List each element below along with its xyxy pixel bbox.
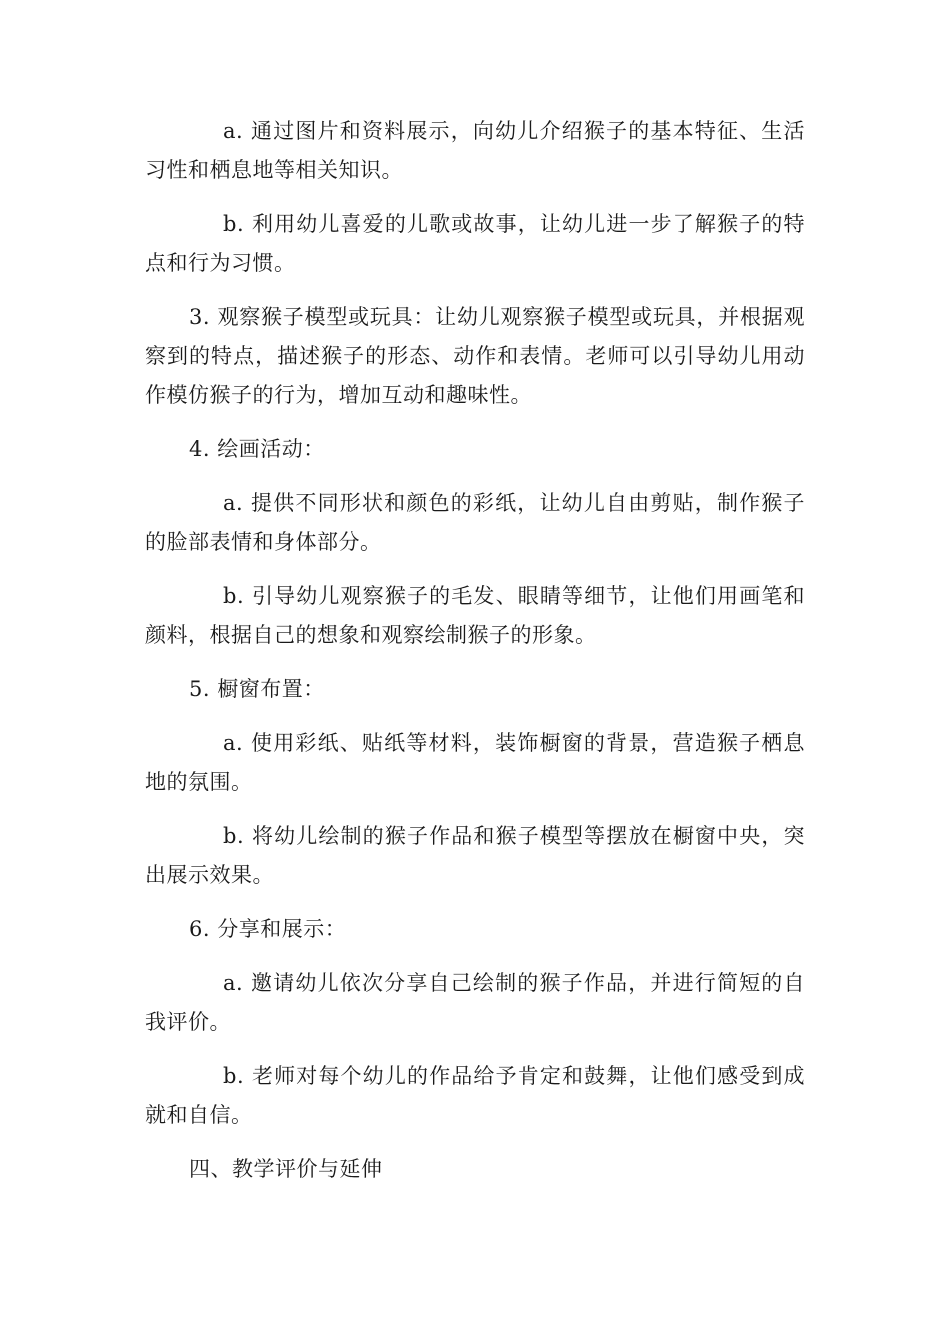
paragraph-intro-b: b. 利用幼儿喜爱的儿歌或故事，让幼儿进一步了解猴子的特点和行为习惯。 <box>145 212 805 275</box>
paragraph-step-6-b: b. 老师对每个幼儿的作品给予肯定和鼓舞，让他们感受到成就和自信。 <box>145 1064 805 1127</box>
paragraph-step-6-title: 6. 分享和展示： <box>189 917 347 941</box>
paragraph-step-5-b: b. 将幼儿绘制的猴子作品和猴子模型等摆放在橱窗中央，突出展示效果。 <box>145 824 805 887</box>
paragraph-step-4-b: b. 引导幼儿观察猴子的毛发、眼睛等细节，让他们用画笔和颜料，根据自己的想象和观察绘制猴子的形象。 <box>145 584 805 647</box>
paragraph-step-5-title: 5. 橱窗布置： <box>189 677 325 701</box>
paragraph-step-3: 3. 观察猴子模型或玩具：让幼儿观察猴子模型或玩具，并根据观察到的特点，描述猴子的形态、动作和表情。老师可以引导幼儿用动作模仿猴子的行为，增加互动和趣味性。 <box>145 305 805 407</box>
paragraph-step-4-a: a. 提供不同形状和颜色的彩纸，让幼儿自由剪贴，制作猴子的脸部表情和身体部分。 <box>145 491 805 554</box>
paragraph-intro-a: a. 通过图片和资料展示，向幼儿介绍猴子的基本特征、生活习性和栖息地等相关知识。 <box>145 119 805 182</box>
document-body <box>145 112 805 1204</box>
paragraph-step-4-title: 4. 绘画活动： <box>189 437 325 461</box>
section-heading-evaluation: 四、教学评价与延伸 <box>189 1157 383 1181</box>
paragraph-step-5-a: a. 使用彩纸、贴纸等材料，装饰橱窗的背景，营造猴子栖息地的氛围。 <box>145 731 805 794</box>
paragraph-step-6-a: a. 邀请幼儿依次分享自己绘制的猴子作品，并进行简短的自我评价。 <box>145 971 805 1034</box>
